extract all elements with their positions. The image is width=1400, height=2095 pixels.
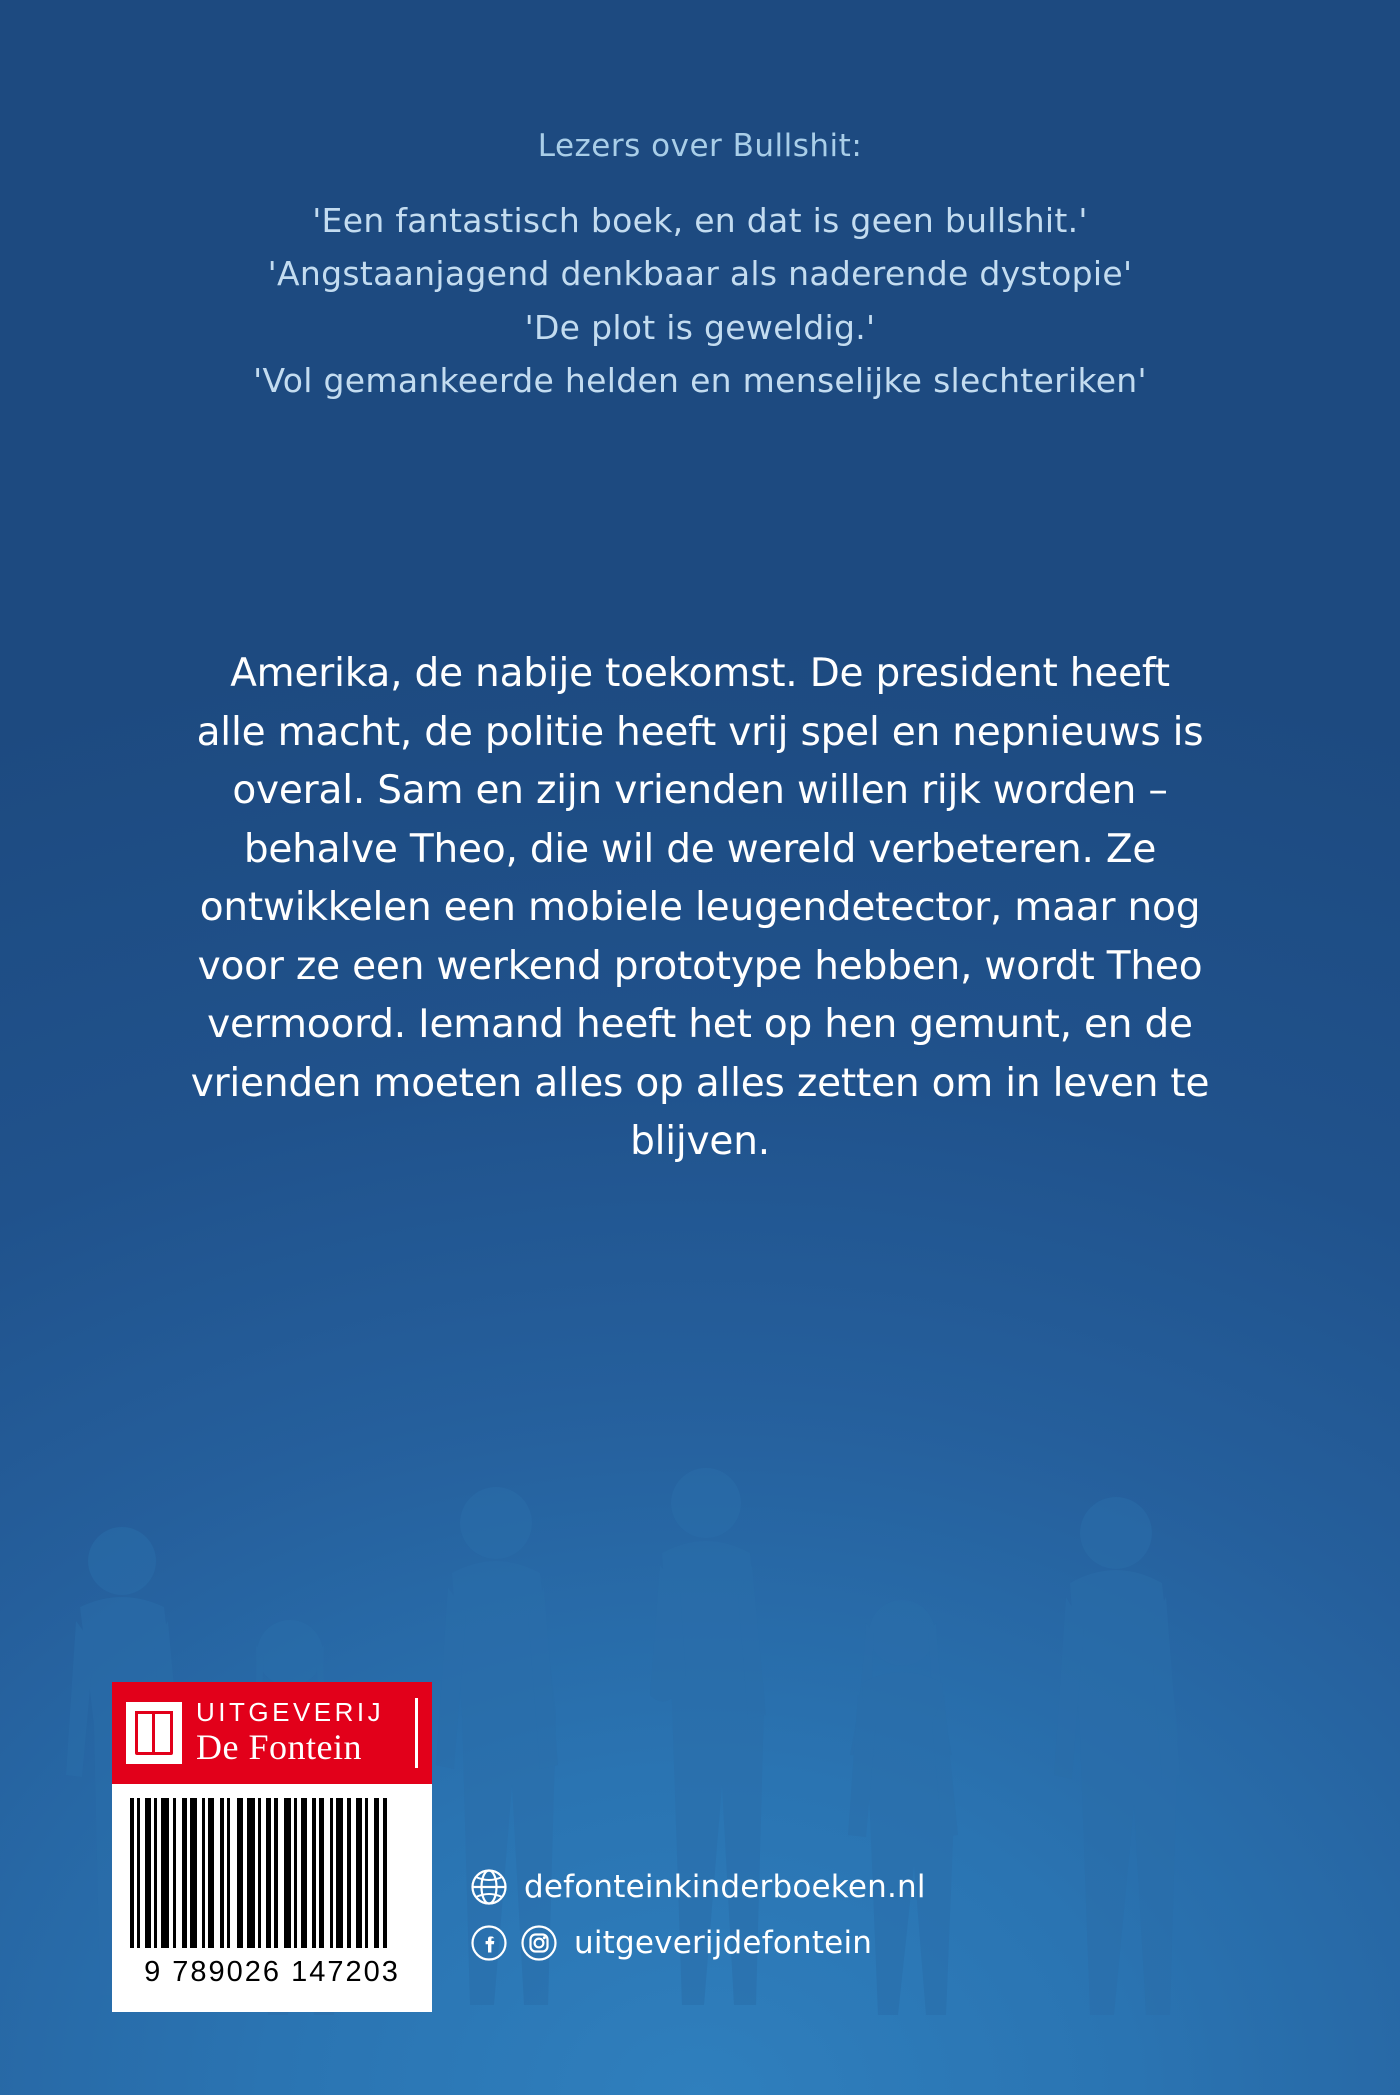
contact-info xyxy=(470,1868,926,1980)
barcode-bars xyxy=(130,1798,414,1948)
quotes-heading: Lezers over Bullshit: xyxy=(537,128,863,164)
quote-line: 'Vol gemankeerde helden en menselijke slechteriken' xyxy=(253,361,1147,401)
publisher-logo xyxy=(112,1682,432,1784)
reader-quotes-block xyxy=(0,128,1400,408)
quote-line: 'De plot is geweldig.' xyxy=(524,307,876,347)
social-icon-group xyxy=(470,1924,558,1962)
social-handle: uitgeverijdefontein xyxy=(574,1925,873,1961)
fountain-book-icon xyxy=(126,1702,182,1764)
quote-line: 'Een fantastisch boek, en dat is geen bullshit.' xyxy=(312,201,1088,240)
social-row[interactable] xyxy=(470,1924,926,1962)
publisher-line-1: UITGEVERIJ xyxy=(196,1697,385,1728)
website-url: defonteinkinderboeken.nl xyxy=(524,1869,926,1905)
quote-line: 'Angstaanjagend denkbaar als naderende dystopie' xyxy=(267,254,1133,294)
publisher-name xyxy=(196,1699,401,1766)
isbn-barcode xyxy=(112,1784,432,2012)
website-row[interactable] xyxy=(470,1868,926,1906)
globe-icon xyxy=(470,1868,508,1906)
logo-divider xyxy=(415,1698,418,1768)
book-blurb-text: Amerika, de nabije toekomst. De president heeft alle macht, de politie heeft vrij spel en nepnieuws is overal. Sam en zijn vrienden willen rijk worden – behalve Theo, die wil de wereld verbeteren. Ze ontwikkelen een mobiele leugendetector, maar nog voor ze een werkend prototype hebben, wordt Theo vermoord. Iemand heeft het op hen gemunt, en de vrienden moeten alles op alles zetten om in leven te blijven. xyxy=(190,651,1210,1164)
instagram-icon[interactable] xyxy=(520,1924,558,1962)
facebook-icon[interactable] xyxy=(470,1924,508,1962)
isbn-number: 9 789026 147203 xyxy=(144,1956,400,1988)
publisher-line-2: De Fontein xyxy=(196,1726,362,1767)
